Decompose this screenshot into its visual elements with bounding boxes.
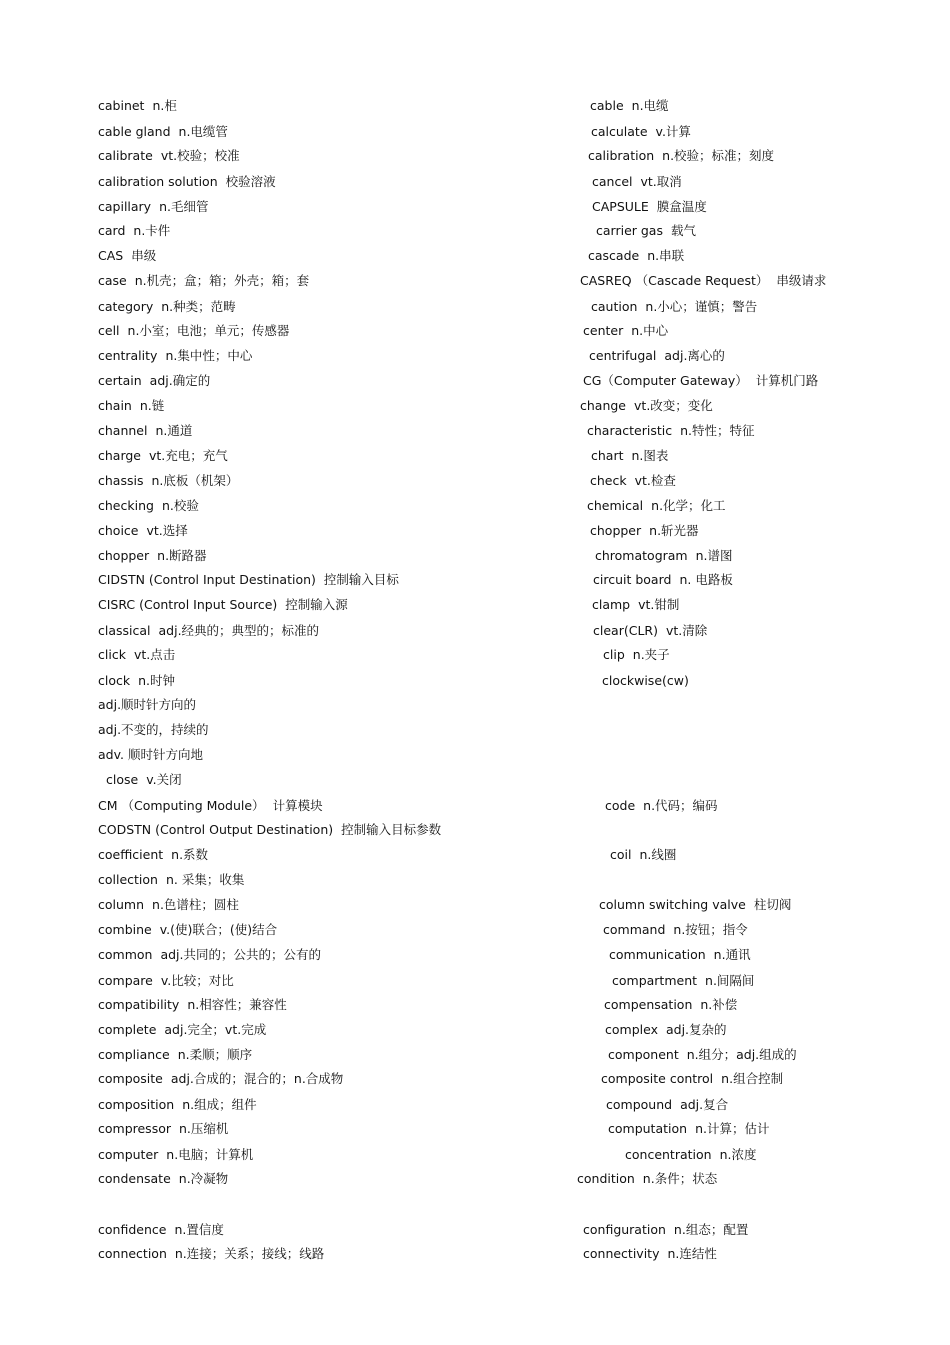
glossary-term: case (98, 273, 127, 288)
glossary-term: cell (98, 323, 120, 338)
glossary-definition: n.图表 (631, 448, 669, 463)
glossary-term: command (603, 922, 666, 937)
glossary-definition: n.间隔间 (705, 973, 755, 988)
glossary-term: card (98, 223, 126, 238)
glossary-definition: n.压缩机 (179, 1121, 229, 1136)
glossary-definition: n.中心 (631, 323, 669, 338)
glossary-definition: vt.检查 (634, 473, 676, 488)
left-entry-clock (98, 673, 175, 689)
glossary-term: coil (610, 847, 632, 862)
glossary-definition: vt.清除 (665, 623, 708, 638)
left-entry-connection (98, 1246, 324, 1262)
glossary-term: clear(CLR) (593, 623, 658, 638)
glossary-term: computer (98, 1147, 159, 1162)
glossary-term: capillary (98, 199, 152, 214)
left-entry-category (98, 299, 236, 315)
glossary-term: characteristic (587, 423, 673, 438)
glossary-definition: v.关闭 (146, 772, 182, 787)
glossary-term: classical (98, 623, 151, 638)
left-entry-chopper (98, 548, 207, 564)
right-entry-calculate (591, 124, 691, 140)
left-entry-click (98, 647, 175, 663)
glossary-term: composition (98, 1097, 175, 1112)
glossary-definition: 控制输入目标 (323, 572, 399, 587)
glossary-term: communication (609, 947, 706, 962)
left-entry-compare (98, 973, 234, 989)
left-entry-cell (98, 323, 289, 339)
glossary-term: cancel (592, 174, 633, 189)
glossary-term: CAS (98, 248, 124, 263)
glossary-definition: 载气 (670, 223, 696, 238)
right-entry-computation (608, 1121, 769, 1137)
glossary-term: carrier gas (596, 223, 663, 238)
left-entry-calibration-solution (98, 174, 276, 190)
glossary-term: composite (98, 1071, 163, 1086)
left-entry-compressor (98, 1121, 228, 1137)
left-entry-cabinet (98, 98, 177, 114)
glossary-term: code (605, 798, 636, 813)
left-entry-close (106, 772, 182, 788)
glossary-term: compliance (98, 1047, 170, 1062)
left-entry-adv (98, 747, 203, 763)
glossary-definition: n.时钟 (138, 673, 176, 688)
glossary-definition: n.电脑；计算机 (166, 1147, 254, 1162)
glossary-term: concentration (625, 1147, 712, 1162)
right-entry-change (580, 398, 713, 414)
glossary-definition: adj.共同的；公共的；公有的 (160, 947, 321, 962)
glossary-term: CASREQ （Cascade Request） (580, 273, 769, 288)
right-entry-chemical (587, 498, 726, 514)
right-entry-condition (577, 1171, 717, 1187)
glossary-definition: n.链 (139, 398, 165, 413)
left-entry-adj (98, 697, 196, 713)
left-entry-composite (98, 1071, 343, 1087)
glossary-definition: adj.经典的；典型的；标准的 (158, 623, 320, 638)
right-entry-coil (610, 847, 676, 863)
glossary-term: channel (98, 423, 148, 438)
glossary-term: centrality (98, 348, 158, 363)
glossary-term: check (590, 473, 627, 488)
left-entry-certain (98, 373, 210, 389)
left-entry-choice (98, 523, 188, 539)
glossary-term: coefficient (98, 847, 164, 862)
left-entry-cidstn-control-input-destination (98, 572, 399, 588)
glossary-definition: 计算模块 (272, 798, 323, 813)
left-entry-complete (98, 1022, 266, 1038)
glossary-definition: n.校验；标准；刻度 (662, 148, 775, 163)
glossary-term: calibration (588, 148, 655, 163)
left-entry-confidence (98, 1222, 224, 1238)
glossary-term: common (98, 947, 153, 962)
right-entry-chopper (590, 523, 699, 539)
right-entry-caution (591, 299, 757, 315)
left-entry-coefficient (98, 847, 208, 863)
right-entry-compensation (604, 997, 737, 1013)
right-entry-composite-control (601, 1071, 783, 1087)
left-entry-cisrc-control-input-source (98, 597, 348, 613)
glossary-term: chopper (590, 523, 642, 538)
glossary-term: collection (98, 872, 158, 887)
glossary-definition: n.组分；adj.组成的 (686, 1047, 797, 1062)
glossary-term: calculate (591, 124, 648, 139)
left-entry-common (98, 947, 321, 963)
glossary-term: complete (98, 1022, 157, 1037)
glossary-term: circuit board (593, 572, 672, 587)
right-entry-column-switching-valve (599, 897, 791, 913)
glossary-term: compound (606, 1097, 673, 1112)
left-entry-computer (98, 1147, 253, 1163)
glossary-definition: n.柔顺；顺序 (177, 1047, 253, 1062)
glossary-definition: n.按钮；指令 (673, 922, 748, 937)
glossary-definition: 控制输入目标参数 (341, 822, 442, 837)
right-entry-configuration (583, 1222, 748, 1238)
left-entry-cable-gland (98, 124, 228, 140)
glossary-term: CISRC (Control Input Source) (98, 597, 278, 612)
glossary-definition: n.种类；范畴 (161, 299, 236, 314)
left-entry-checking (98, 498, 199, 514)
glossary-term: adv. 顺时针方向地 (98, 747, 203, 762)
glossary-definition: 控制输入源 (285, 597, 348, 612)
glossary-term: cascade (588, 248, 640, 263)
glossary-term: condensate (98, 1171, 171, 1186)
glossary-definition: 膜盒温度 (656, 199, 707, 214)
glossary-term: compare (98, 973, 153, 988)
glossary-term: calibration solution (98, 174, 218, 189)
left-entry-adj (98, 722, 209, 738)
glossary-definition: n.连结性 (667, 1246, 717, 1261)
glossary-definition: n.相容性；兼容性 (187, 997, 287, 1012)
glossary-definition: n.冷凝物 (178, 1171, 229, 1186)
right-entry-chart (591, 448, 668, 464)
left-entry-codstn-control-output-destination (98, 822, 441, 838)
glossary-definition: n.组合控制 (721, 1071, 784, 1086)
glossary-term: component (608, 1047, 679, 1062)
left-entry-composition (98, 1097, 257, 1113)
left-entry-charge (98, 448, 228, 464)
glossary-definition: v.计算 (655, 124, 691, 139)
glossary-term: category (98, 299, 154, 314)
glossary-definition: n.底板（机架） (151, 473, 239, 488)
left-entry-combine (98, 922, 277, 938)
right-entry-check (590, 473, 676, 489)
right-entry-cascade (588, 248, 684, 264)
glossary-term: click (98, 647, 126, 662)
glossary-definition: vt.点击 (133, 647, 176, 662)
glossary-definition: n.断路器 (157, 548, 207, 563)
right-entry-cg-computer-gateway (583, 373, 818, 389)
glossary-term: compartment (612, 973, 698, 988)
glossary-definition: n.校验 (161, 498, 199, 513)
left-entry-compliance (98, 1047, 252, 1063)
glossary-term: compressor (98, 1121, 171, 1136)
glossary-definition: n.集中性；中心 (165, 348, 253, 363)
glossary-term: center (583, 323, 624, 338)
glossary-term: chromatogram (595, 548, 688, 563)
glossary-definition: n.连接；关系；接线；线路 (174, 1246, 325, 1261)
glossary-definition: n.电缆管 (178, 124, 228, 139)
glossary-definition: n.组成；组件 (182, 1097, 257, 1112)
glossary-definition: n.卡件 (133, 223, 171, 238)
glossary-definition: 柱切阀 (753, 897, 792, 912)
glossary-term: complex (605, 1022, 658, 1037)
right-entry-cancel (592, 174, 682, 190)
right-entry-connectivity (583, 1246, 717, 1262)
glossary-definition: vt.校验；校准 (160, 148, 240, 163)
glossary-term: chassis (98, 473, 144, 488)
glossary-definition: 串级 (131, 248, 157, 263)
glossary-definition: n.小心；谨慎；警告 (645, 299, 758, 314)
glossary-definition: n.线圈 (639, 847, 677, 862)
right-entry-capsule (592, 199, 707, 215)
glossary-definition: n.补偿 (700, 997, 738, 1012)
glossary-term: calibrate (98, 148, 153, 163)
glossary-term: connection (98, 1246, 167, 1261)
glossary-term: caution (591, 299, 638, 314)
glossary-term: adj.不变的，持续的 (98, 722, 209, 737)
glossary-definition: n.代码；编码 (643, 798, 718, 813)
glossary-term: condition (577, 1171, 635, 1186)
right-entry-compound (606, 1097, 728, 1113)
glossary-term: cable (590, 98, 624, 113)
glossary-definition: n. 电路板 (679, 572, 733, 587)
right-entry-characteristic (587, 423, 755, 439)
left-entry-collection (98, 872, 244, 888)
glossary-term: confidence (98, 1222, 167, 1237)
glossary-definition: n.谱图 (695, 548, 733, 563)
glossary-definition: v.(使)联合；(使)结合 (159, 922, 278, 937)
glossary-definition: n.电缆 (631, 98, 669, 113)
left-entry-chassis (98, 473, 238, 489)
glossary-term: chemical (587, 498, 644, 513)
glossary-definition: n.置信度 (174, 1222, 224, 1237)
glossary-definition: v.比较；对比 (160, 973, 234, 988)
glossary-term: cabinet (98, 98, 145, 113)
right-entry-complex (605, 1022, 727, 1038)
right-entry-communication (609, 947, 751, 963)
left-entry-chain (98, 398, 164, 414)
glossary-term: choice (98, 523, 139, 538)
glossary-term: clamp (592, 597, 631, 612)
glossary-term: composite control (601, 1071, 714, 1086)
glossary-definition: n.色谱柱；圆柱 (152, 897, 239, 912)
right-entry-command (603, 922, 748, 938)
glossary-definition: n.计算；估计 (695, 1121, 770, 1136)
left-entry-centrality (98, 348, 252, 364)
left-entry-column (98, 897, 239, 913)
right-entry-clockwise-cw (602, 673, 689, 689)
glossary-definition: n.小室；电池；单元；传感器 (127, 323, 290, 338)
glossary-term: cable gland (98, 124, 171, 139)
glossary-definition: adj.复杂的 (665, 1022, 727, 1037)
glossary-definition: vt.充电；充气 (149, 448, 228, 463)
glossary-definition: n.串联 (647, 248, 685, 263)
right-entry-clear-clr (593, 623, 707, 639)
left-entry-cm-computing-module (98, 798, 323, 814)
glossary-definition: 计算机门路 (755, 373, 819, 388)
glossary-term: connectivity (583, 1246, 660, 1261)
glossary-definition: adj.复合 (680, 1097, 729, 1112)
right-entry-chromatogram (595, 548, 733, 564)
glossary-definition: n.斩光器 (649, 523, 699, 538)
left-entry-condensate (98, 1171, 228, 1187)
glossary-term: column switching valve (599, 897, 746, 912)
glossary-definition: n.通讯 (713, 947, 751, 962)
glossary-definition: n.浓度 (719, 1147, 757, 1162)
glossary-definition: n. 采集；收集 (165, 872, 245, 887)
glossary-definition: n.机壳；盒；箱；外壳；箱；套 (134, 273, 310, 288)
glossary-definition: n.条件；状态 (642, 1171, 718, 1186)
glossary-term: CIDSTN (Control Input Destination) (98, 572, 316, 587)
glossary-term: configuration (583, 1222, 666, 1237)
glossary-term: clip (603, 647, 625, 662)
glossary-definition: vt.取消 (640, 174, 682, 189)
left-entry-classical (98, 623, 319, 639)
left-entry-cas (98, 248, 156, 264)
right-entry-calibration (588, 148, 774, 164)
glossary-definition: vt.改变；变化 (634, 398, 713, 413)
glossary-definition: n.化学；化工 (651, 498, 726, 513)
left-entry-compatibility (98, 997, 287, 1013)
right-entry-compartment (612, 973, 754, 989)
glossary-definition: adj.离心的 (664, 348, 725, 363)
left-entry-calibrate (98, 148, 240, 164)
right-entry-concentration (625, 1147, 756, 1163)
glossary-definition: adj.确定的 (149, 373, 211, 388)
left-entry-card (98, 223, 170, 239)
right-entry-casreq-cascade-request (580, 273, 826, 289)
glossary-definition: 校验溶液 (225, 174, 276, 189)
left-entry-case (98, 273, 309, 289)
glossary-definition: n.柜 (152, 98, 177, 113)
glossary-definition: vt.钳制 (638, 597, 680, 612)
glossary-definition: n.通道 (155, 423, 193, 438)
right-entry-component (608, 1047, 797, 1063)
glossary-term: checking (98, 498, 154, 513)
glossary-term: compensation (604, 997, 693, 1012)
right-entry-clip (603, 647, 670, 663)
glossary-term: compatibility (98, 997, 180, 1012)
glossary-term: column (98, 897, 145, 912)
right-entry-carrier-gas (596, 223, 696, 239)
glossary-definition: n.组态；配置 (673, 1222, 749, 1237)
glossary-definition: n.特性；特征 (680, 423, 755, 438)
right-entry-clamp (592, 597, 679, 613)
glossary-definition: n.系数 (171, 847, 209, 862)
glossary-term: chain (98, 398, 132, 413)
glossary-term: CAPSULE (592, 199, 649, 214)
glossary-term: clock (98, 673, 131, 688)
glossary-term: CG（Computer Gateway） (583, 373, 748, 388)
glossary-definition: 串级请求 (776, 273, 827, 288)
glossary-term: chart (591, 448, 624, 463)
glossary-term: charge (98, 448, 141, 463)
glossary-definition: vt.选择 (146, 523, 188, 538)
glossary-term: certain (98, 373, 142, 388)
glossary-term: combine (98, 922, 152, 937)
right-entry-centrifugal (589, 348, 725, 364)
left-entry-channel (98, 423, 192, 439)
right-entry-circuit-board (593, 572, 733, 588)
glossary-term: chopper (98, 548, 150, 563)
right-entry-cable (590, 98, 669, 114)
right-entry-code (605, 798, 718, 814)
glossary-term: change (580, 398, 627, 413)
glossary-definition: adj.完全；vt.完成 (164, 1022, 267, 1037)
glossary-term: CODSTN (Control Output Destination) (98, 822, 334, 837)
right-entry-center (583, 323, 668, 339)
glossary-definition: n.夹子 (632, 647, 670, 662)
glossary-term: CM （Computing Module） (98, 798, 265, 813)
glossary-term: adj.顺时针方向的 (98, 697, 197, 712)
left-entry-capillary (98, 199, 209, 215)
glossary-term: close (106, 772, 139, 787)
glossary-definition: adj.合成的；混合的；n.合成物 (170, 1071, 344, 1086)
glossary-term: computation (608, 1121, 688, 1136)
glossary-term: clockwise(cw) (602, 673, 689, 688)
glossary-definition: n.毛细管 (159, 199, 209, 214)
glossary-term: centrifugal (589, 348, 657, 363)
